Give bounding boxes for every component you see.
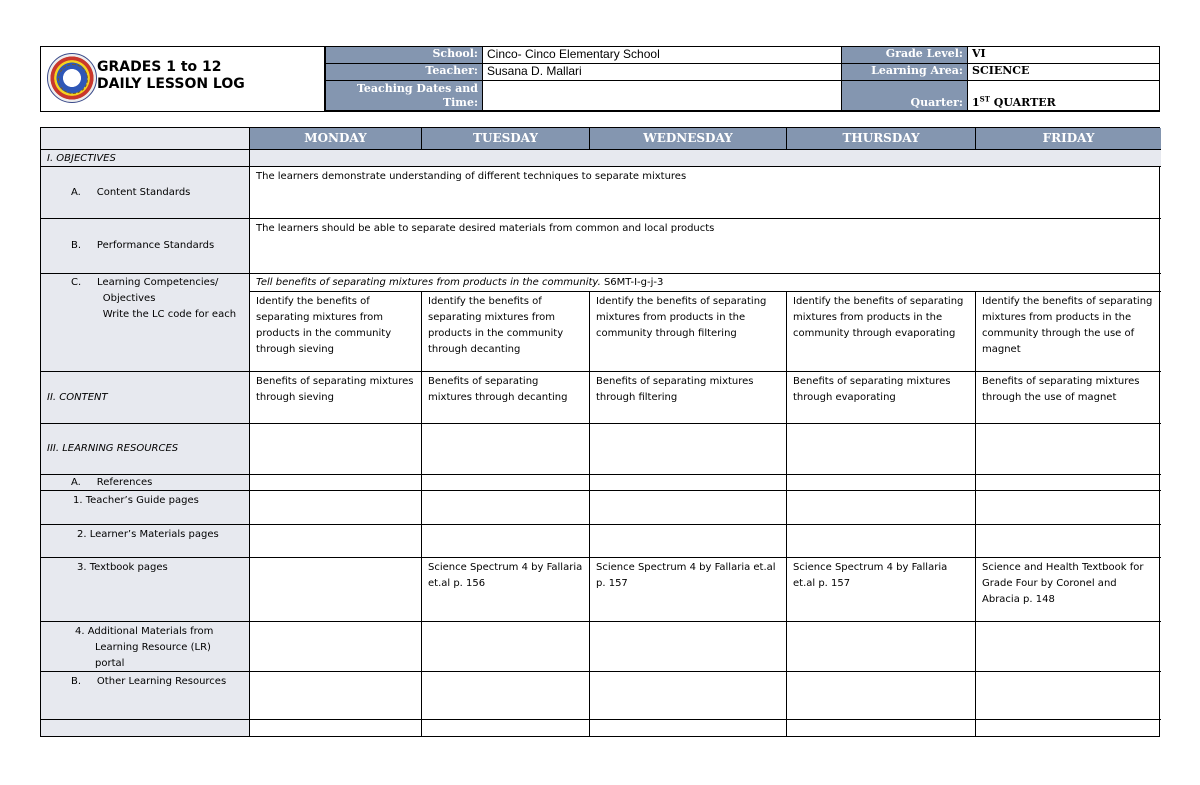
textbook-wednesday: Science Spectrum 4 by Fallaria et.al p. 157 <box>590 558 787 622</box>
content-tuesday: Benefits of separating mixtures through decanting <box>422 372 590 424</box>
content-standards-value: The learners demonstrate understanding of different techniques to separate mixtures <box>250 167 1161 219</box>
content-wednesday: Benefits of separating mixtures through filtering <box>590 372 787 424</box>
resources-monday <box>250 424 422 475</box>
objective-thursday: Identify the benefits of separating mixtures from products in the community through evaporating <box>787 292 976 372</box>
lm-wednesday <box>590 525 787 558</box>
day-header-tuesday: TUESDAY <box>422 128 590 150</box>
content-thursday: Benefits of separating mixtures through evaporating <box>787 372 976 424</box>
learning-competencies-label: C. Learning Competencies/ Objectives Write the LC code for each <box>41 274 250 372</box>
references-tuesday <box>422 475 590 491</box>
learning-area-label: Learning Area: <box>841 64 967 81</box>
other-thursday <box>787 672 976 720</box>
references-friday <box>976 475 1161 491</box>
final-row-wednesday <box>590 720 787 736</box>
title-line-1: GRADES 1 to 12 <box>97 59 222 75</box>
content-monday: Benefits of separating mixtures through sieving <box>250 372 422 424</box>
tg-friday <box>976 491 1161 525</box>
deped-seal-icon <box>47 53 97 103</box>
additional-monday <box>250 622 422 672</box>
other-resources-label: B. Other Learning Resources <box>41 672 250 720</box>
lesson-log-header <box>40 46 1160 112</box>
textbook-thursday: Science Spectrum 4 by Fallaria et.al p. 157 <box>787 558 976 622</box>
resources-thursday <box>787 424 976 475</box>
day-header-monday: MONDAY <box>250 128 422 150</box>
tg-thursday <box>787 491 976 525</box>
teacher-value: Susana D. Mallari <box>482 64 841 81</box>
additional-materials-label: 4. Additional Materials from Learning Resource (LR) portal <box>41 622 250 672</box>
tg-monday <box>250 491 422 525</box>
performance-standards-label: B. Performance Standards <box>41 219 250 274</box>
tg-tuesday <box>422 491 590 525</box>
final-row-monday <box>250 720 422 736</box>
lm-thursday <box>787 525 976 558</box>
content-friday: Benefits of separating mixtures through the use of magnet <box>976 372 1161 424</box>
textbook-tuesday: Science Spectrum 4 by Fallaria et.al p. 156 <box>422 558 590 622</box>
teaching-dates-label: Teaching Dates and Time: <box>325 81 482 111</box>
resources-wednesday <box>590 424 787 475</box>
learners-materials-label: 2. Learner’s Materials pages <box>41 525 250 558</box>
other-wednesday <box>590 672 787 720</box>
competency-code: S6MT-I-g-j-3 <box>603 277 664 288</box>
other-tuesday <box>422 672 590 720</box>
day-header-wednesday: WEDNESDAY <box>590 128 787 150</box>
final-row-thursday <box>787 720 976 736</box>
references-label: A. References <box>41 475 250 491</box>
tg-wednesday <box>590 491 787 525</box>
other-monday <box>250 672 422 720</box>
header-info-grid <box>325 47 1159 111</box>
lm-friday <box>976 525 1161 558</box>
learning-resources-heading: III. LEARNING RESOURCES <box>41 424 250 475</box>
school-value: Cinco- Cinco Elementary School <box>482 47 841 64</box>
teacher-label: Teacher: <box>325 64 482 81</box>
final-row-tuesday <box>422 720 590 736</box>
day-header-thursday: THURSDAY <box>787 128 976 150</box>
teaching-dates-value <box>482 81 841 111</box>
other-friday <box>976 672 1161 720</box>
additional-thursday <box>787 622 976 672</box>
content-standards-label: A. Content Standards <box>41 167 250 219</box>
final-row-label <box>41 720 250 736</box>
textbook-friday: Science and Health Textbook for Grade Four by Coronel and Abracia p. 148 <box>976 558 1161 622</box>
references-monday <box>250 475 422 491</box>
references-thursday <box>787 475 976 491</box>
additional-friday <box>976 622 1161 672</box>
resources-friday <box>976 424 1161 475</box>
competency-main: Tell benefits of separating mixtures from products in the community. S6MT-I-g-j-3 <box>250 274 1161 292</box>
objective-wednesday: Identify the benefits of separating mixtures from products in the community through filtering <box>590 292 787 372</box>
resources-tuesday <box>422 424 590 475</box>
additional-tuesday <box>422 622 590 672</box>
grade-level-label: Grade Level: <box>841 47 967 64</box>
corner-cell <box>41 128 250 150</box>
page-title <box>97 59 245 93</box>
school-label: School: <box>325 47 482 64</box>
title-line-2: DAILY LESSON LOG <box>97 76 245 92</box>
teachers-guide-label: 1. Teacher’s Guide pages <box>41 491 250 525</box>
additional-wednesday <box>590 622 787 672</box>
performance-standards-value: The learners should be able to separate desired materials from common and local products <box>250 219 1161 274</box>
objectives-heading: I. OBJECTIVES <box>41 150 250 167</box>
lm-tuesday <box>422 525 590 558</box>
objective-tuesday: Identify the benefits of separating mixtures from products in the community through decanting <box>422 292 590 372</box>
lesson-log-table <box>40 127 1160 737</box>
textbook-pages-label: 3. Textbook pages <box>41 558 250 622</box>
day-header-friday: FRIDAY <box>976 128 1161 150</box>
learning-area-value: SCIENCE <box>967 64 1159 81</box>
textbook-monday <box>250 558 422 622</box>
header-title-block <box>41 47 325 111</box>
lm-monday <box>250 525 422 558</box>
objective-friday: Identify the benefits of separating mixtures from products in the community through the use of magnet <box>976 292 1161 372</box>
objectives-heading-fill <box>250 150 1161 167</box>
references-wednesday <box>590 475 787 491</box>
final-row-friday <box>976 720 1161 736</box>
quarter-value: 1ST QUARTER <box>967 81 1159 111</box>
objective-monday: Identify the benefits of separating mixtures from products in the community through sieving <box>250 292 422 372</box>
grade-level-value: VI <box>967 47 1159 64</box>
content-heading: II. CONTENT <box>41 372 250 424</box>
quarter-label: Quarter: <box>841 81 967 111</box>
